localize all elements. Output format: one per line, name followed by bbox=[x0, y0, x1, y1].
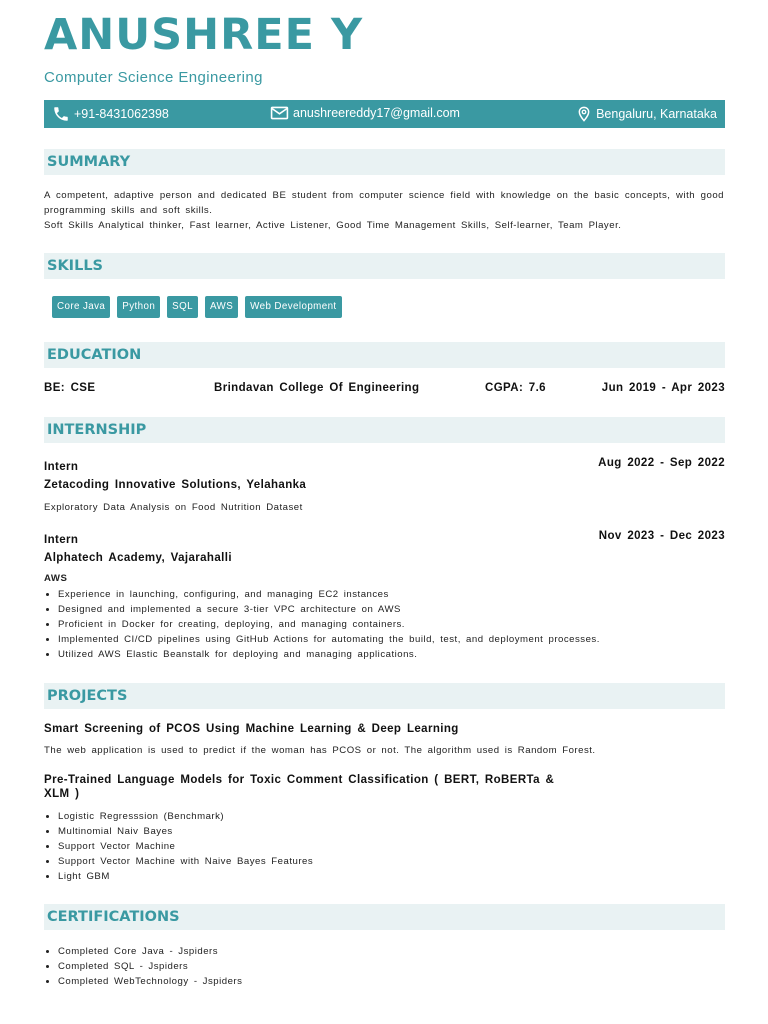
summary-paragraph: A competent, adaptive person and dedicated BE student from computer science field with knowledge on the basic concepts, with good programming skills and soft skills. bbox=[44, 190, 724, 216]
education-college: Brindavan College Of Engineering bbox=[214, 382, 420, 394]
candidate-name: ANUSHREE Y bbox=[44, 10, 364, 60]
list-item: • Experience in launching, configuring, and managing EC2 instances bbox=[58, 587, 725, 602]
contact-location bbox=[576, 105, 717, 123]
education-row bbox=[44, 382, 725, 398]
skills-list bbox=[52, 296, 342, 318]
project-title: Smart Screening of PCOS Using Machine Learning & Deep Learning bbox=[44, 723, 459, 735]
internship-description: Exploratory Data Analysis on Food Nutrition Dataset bbox=[44, 502, 303, 513]
section-heading-summary: SUMMARY bbox=[44, 149, 725, 175]
list-item: • Support Vector Machine with Naive Bayes Features bbox=[58, 854, 725, 869]
candidate-subtitle: Computer Science Engineering bbox=[44, 69, 263, 86]
education-dates: Jun 2019 - Apr 2023 bbox=[601, 382, 725, 394]
list-item: • Completed SQL - Jspiders bbox=[58, 959, 725, 974]
project-description: The web application is used to predict if the woman has PCOS or not. The algorithm used is Random Forest. bbox=[44, 745, 596, 756]
location-text: Bengaluru, Karnataka bbox=[596, 107, 717, 121]
list-item: • Logistic Regresssion (Benchmark) bbox=[58, 809, 725, 824]
list-item: • Completed Core Java - Jspiders bbox=[58, 944, 725, 959]
section-heading-certifications: CERTIFICATIONS bbox=[44, 904, 725, 930]
section-heading-skills: SKILLS bbox=[44, 253, 725, 279]
summary-text bbox=[44, 188, 724, 233]
section-heading-projects: PROJECTS bbox=[44, 683, 725, 709]
location-pin-icon bbox=[576, 105, 592, 123]
mail-icon bbox=[270, 105, 289, 121]
email-text: anushreereddy17@gmail.com bbox=[293, 106, 460, 120]
internship-role: Intern bbox=[44, 461, 79, 473]
internship-role: Intern bbox=[44, 534, 79, 546]
list-item: • Completed WebTechnology - Jspiders bbox=[58, 974, 725, 989]
section-heading-education: EDUCATION bbox=[44, 342, 725, 368]
section-heading-internship: INTERNSHIP bbox=[44, 417, 725, 443]
list-item: • Light GBM bbox=[58, 869, 725, 884]
skill-tag: SQL bbox=[167, 296, 198, 318]
internship-dates: Nov 2023 - Dec 2023 bbox=[598, 530, 725, 542]
list-item: • Proficient in Docker for creating, deploying, and managing containers. bbox=[58, 617, 725, 632]
internship-2-header bbox=[44, 530, 725, 546]
skill-tag: Python bbox=[117, 296, 160, 318]
contact-bar bbox=[44, 100, 725, 128]
skill-tag: AWS bbox=[205, 296, 238, 318]
project-title: Pre-Trained Language Models for Toxic Comment Classification ( BERT, RoBERTa & XLM ) bbox=[44, 774, 555, 800]
internship-tag: AWS bbox=[44, 573, 68, 584]
project-bullets bbox=[44, 809, 725, 884]
contact-phone[interactable] bbox=[52, 105, 169, 123]
education-cgpa: CGPA: 7.6 bbox=[485, 382, 546, 394]
certification-list bbox=[44, 944, 725, 989]
list-item: • Multinomial Naiv Bayes bbox=[58, 824, 725, 839]
education-degree: BE: CSE bbox=[44, 382, 96, 394]
skill-tag: Core Java bbox=[52, 296, 110, 318]
internship-dates: Aug 2022 - Sep 2022 bbox=[598, 457, 725, 469]
phone-icon bbox=[52, 105, 70, 123]
internship-1-header bbox=[44, 457, 725, 473]
list-item: • Support Vector Machine bbox=[58, 839, 725, 854]
contact-email[interactable] bbox=[270, 105, 460, 121]
internship-company: Zetacoding Innovative Solutions, Yelahanka bbox=[44, 479, 307, 491]
soft-skills-line: Soft Skills Analytical thinker, Fast learner, Active Listener, Good Time Management Skills, Self-learner, Team Player. bbox=[44, 220, 622, 231]
skill-tag: Web Development bbox=[245, 296, 341, 318]
list-item: • Utilized AWS Elastic Beanstalk for deploying and managing applications. bbox=[58, 647, 725, 662]
list-item: • Designed and implemented a secure 3-tier VPC architecture on AWS bbox=[58, 602, 725, 617]
phone-text: +91-8431062398 bbox=[74, 107, 169, 121]
internship-company: Alphatech Academy, Vajarahalli bbox=[44, 552, 232, 564]
internship-bullets bbox=[44, 587, 725, 662]
list-item: • Implemented CI/CD pipelines using GitHub Actions for automating the build, test, and deployment processes. bbox=[58, 632, 725, 647]
